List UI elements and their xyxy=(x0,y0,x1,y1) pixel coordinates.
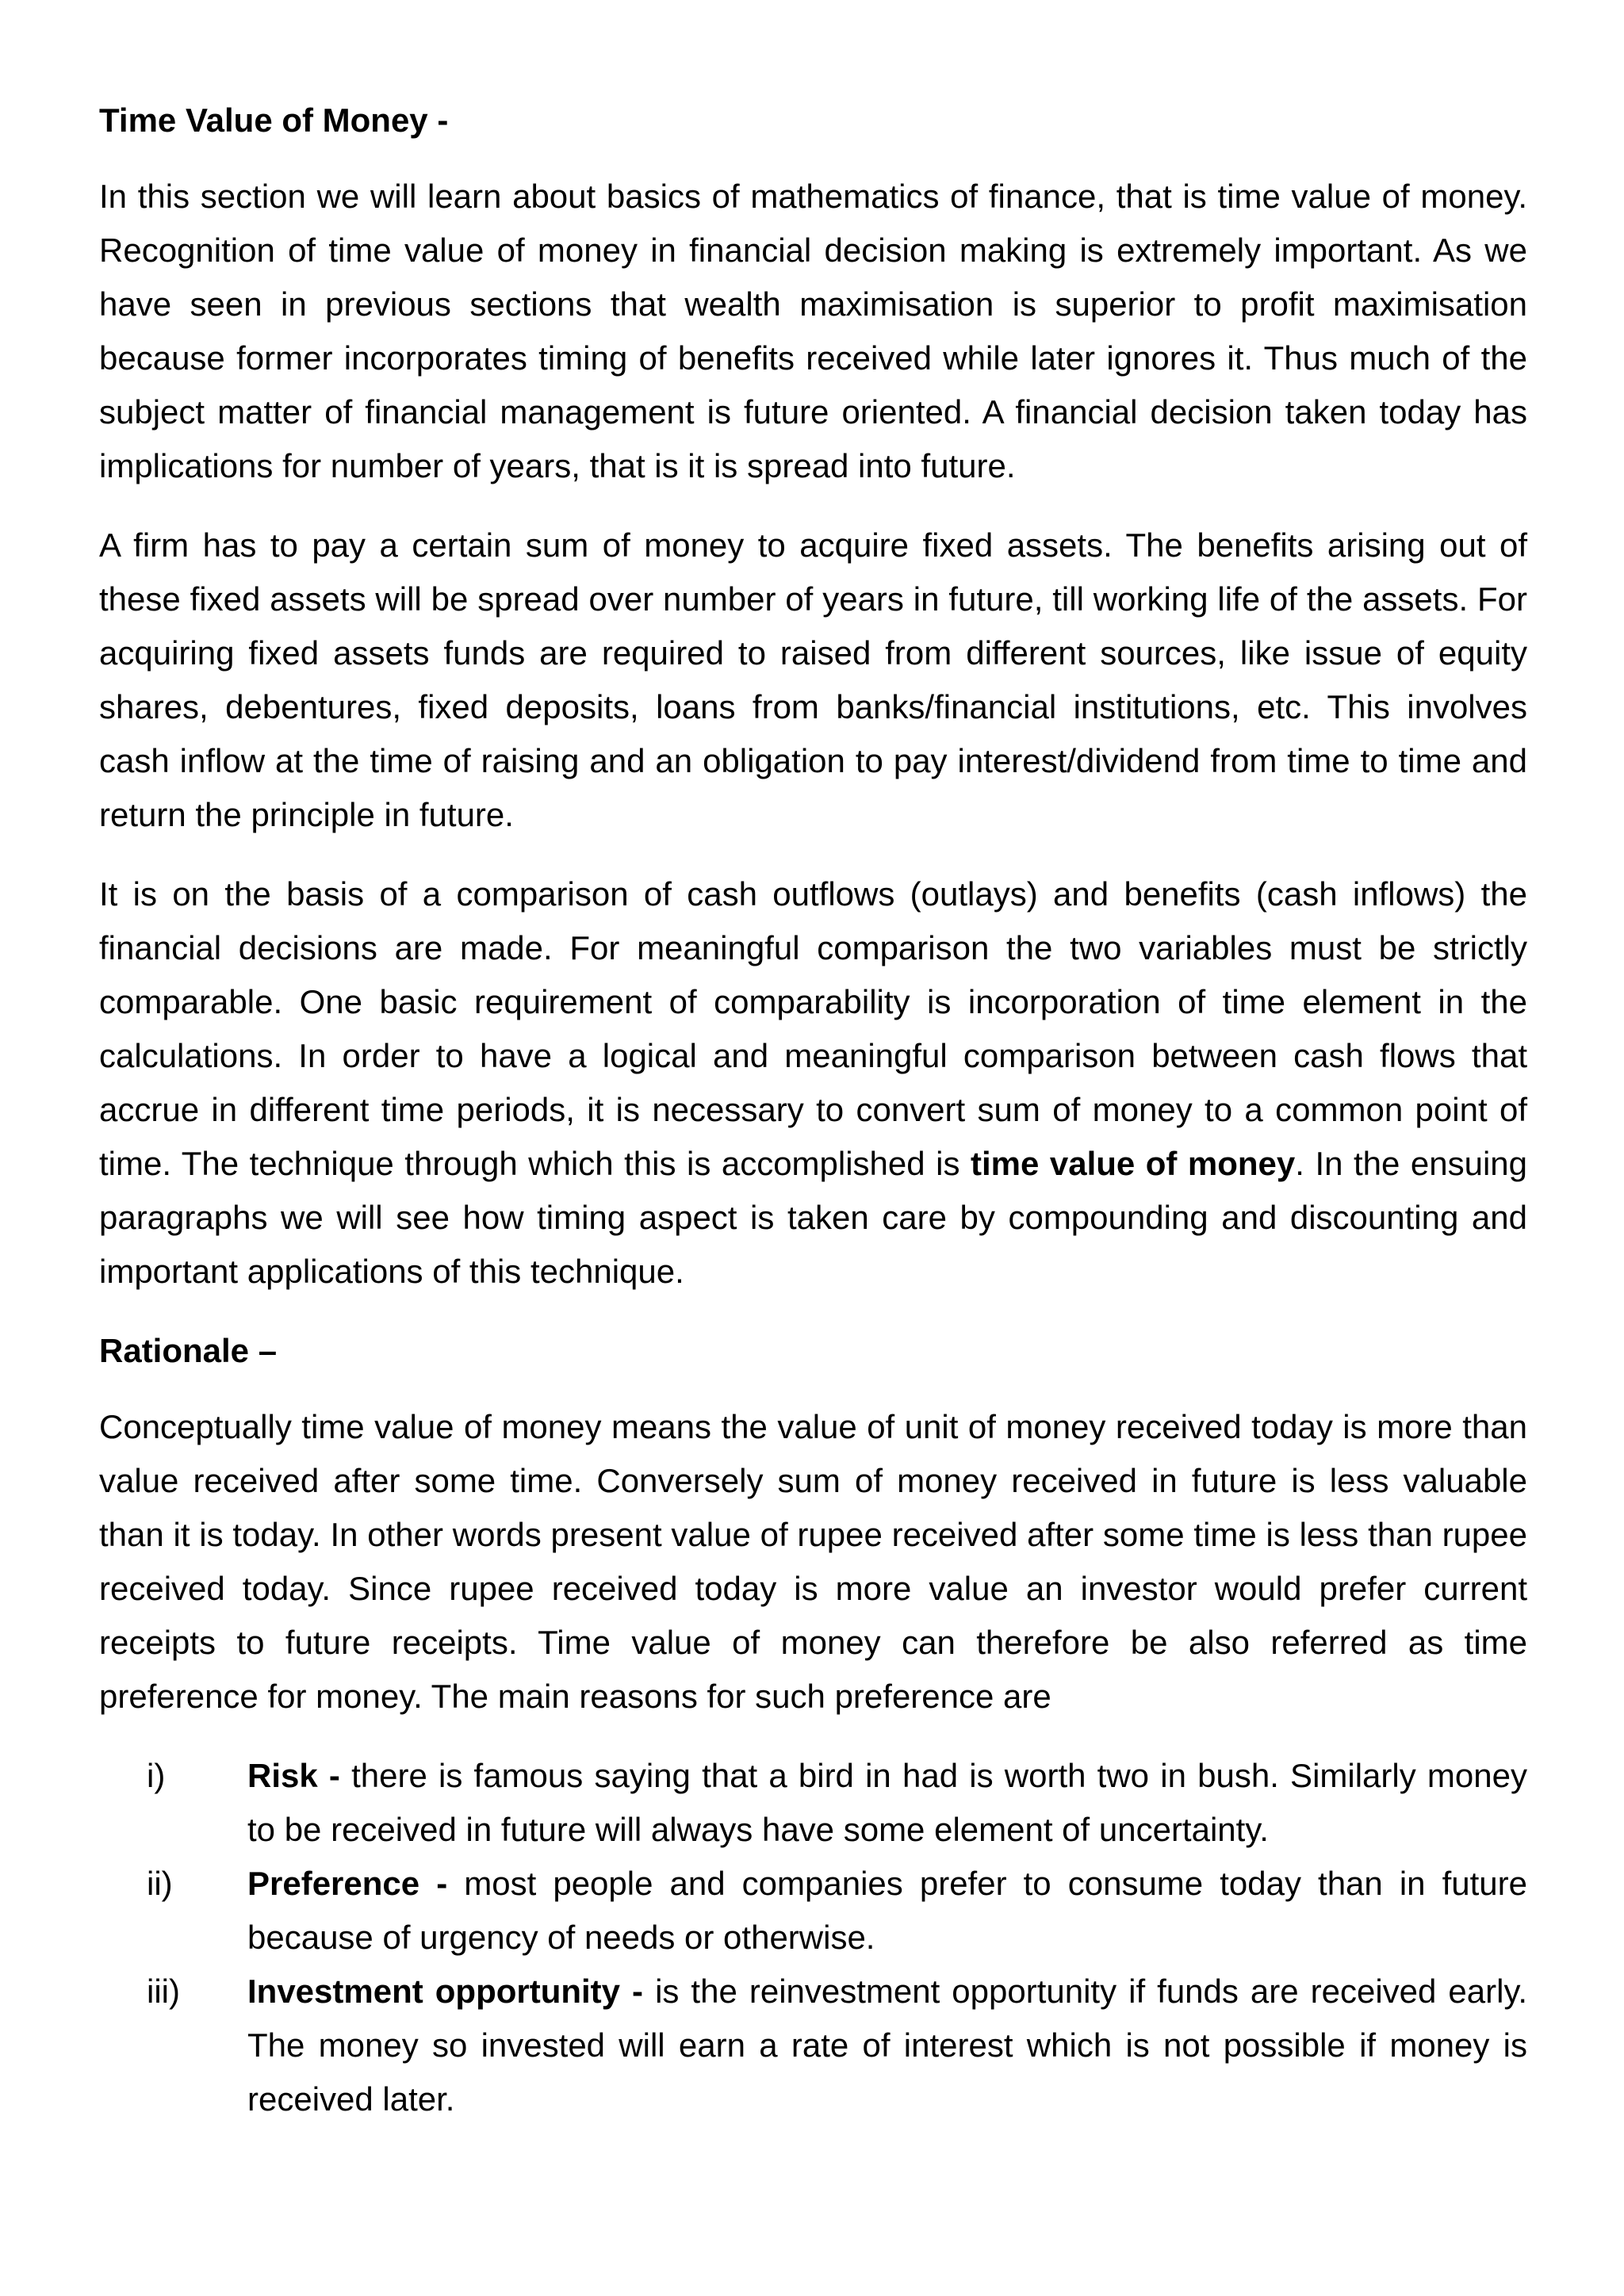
list-item-text: there is famous saying that a bird in had is worth two in bush. Similarly money to be received in future will always have some element of uncertainty. xyxy=(247,1757,1527,1848)
list-item-body xyxy=(247,1857,1527,1965)
list-item-number: iii) xyxy=(147,1973,180,2010)
list-item-title: Investment opportunity - xyxy=(247,1973,656,2010)
bold-term-time-value: time value of money xyxy=(970,1145,1296,1182)
paragraph-comparison-text: It is on the basis of a comparison of cash outflows (outlays) and benefits (cash inflows) the financial decisions are made. For meaningful comparison the two variables must be strictly comparable. One basic requirement of comparability is incorporation of time element in the calculations. In order to have a logical and meaningful comparison between cash flows that accrue in different time periods, it is necessary to convert sum of money to a common point of time. The technique through which this is accomplished is xyxy=(99,875,1527,1182)
section-heading-time-value: Time Value of Money - xyxy=(99,101,449,139)
reasons-list xyxy=(99,1749,1527,2126)
paragraph-rationale: Conceptually time value of money means the value of unit of money received today is more than value received after some time. Conversely sum of money received in future is less valuable than it is today. In other words present value of rupee received after some time is less than rupee received today. Since rupee received today is more value an investor would prefer current receipts to future receipts. Time value of money can therefore be also referred as time preference for money. The main reasons for such preference are xyxy=(99,1408,1527,1715)
paragraph-fixed-assets: A firm has to pay a certain sum of money to acquire fixed assets. The benefits arising out of these fixed assets will be spread over number of years in future, till working life of the assets. For acquiring fixed assets funds are required to raised from different sources, like issue of equity shares, debentures, fixed deposits, loans from banks/financial institutions, etc. This involves cash inflow at the time of raising and an obligation to pay interest/dividend from time to time and return the principle in future. xyxy=(99,526,1527,833)
list-item-text: most people and companies prefer to consume today than in future because of urgency of needs or otherwise. xyxy=(247,1865,1527,1956)
list-item-body xyxy=(247,1965,1527,2126)
list-item-title: Preference - xyxy=(247,1865,465,1902)
list-item xyxy=(99,1965,1527,2126)
list-item xyxy=(99,1857,1527,1965)
section-heading-rationale: Rationale – xyxy=(99,1332,278,1369)
paragraph-comparison-text-end: . In the ensuing paragraphs we will see how timing aspect is taken care by compounding and discounting and important applications of this technique. xyxy=(99,1145,1528,1290)
list-item-number: ii) xyxy=(147,1865,173,1902)
list-item-body xyxy=(247,1749,1527,1857)
paragraph-comparison xyxy=(99,867,1527,1299)
list-item-title: Risk - xyxy=(247,1757,352,1794)
list-item xyxy=(99,1749,1527,1857)
list-item-number: i) xyxy=(147,1757,166,1794)
list-item-text: is the reinvestment opportunity if funds are received early. The money so invested will earn a rate of interest which is not possible if money is received later. xyxy=(247,1973,1528,2118)
paragraph-intro: In this section we will learn about basics of mathematics of finance, that is time value of money. Recognition of time value of money in financial decision making is extremely important. As we have seen in previous sections that wealth maximisation is superior to profit maximisation because former incorporates timing of benefits received while later ignores it. Thus much of the subject matter of financial management is future oriented. A financial decision taken today has implications for number of years, that is it is spread into future. xyxy=(99,178,1527,484)
